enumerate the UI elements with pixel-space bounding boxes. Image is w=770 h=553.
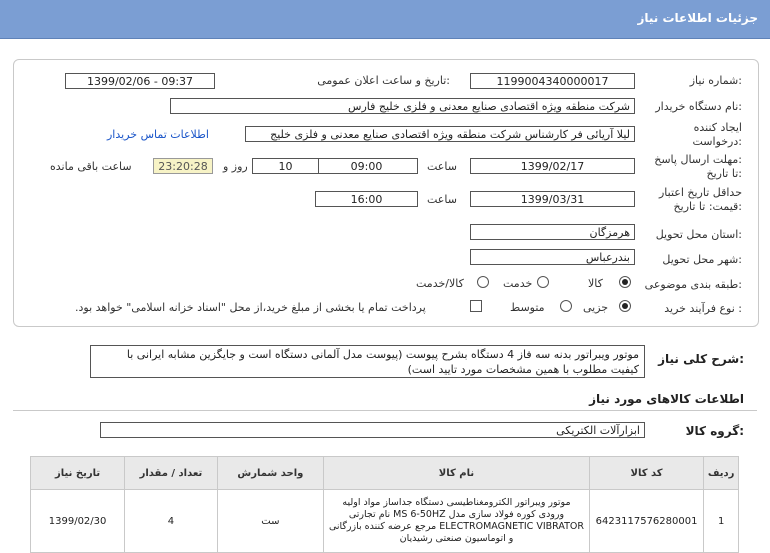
goods-section-title: اطلاعات کالاهای مورد نیاز (589, 392, 744, 406)
reply-date-field: 1399/02/17 (470, 158, 635, 174)
table-row (31, 490, 739, 553)
cell-code: 6423117576280001 (589, 490, 703, 553)
announce-field: 1399/02/06 - 09:37 (65, 73, 215, 89)
days-field: 10 (252, 158, 319, 174)
creator-field: لیلا آریائی فر کارشناس شرکت منطقه ویژه اقتصادی صنایع معدنی و فلزی خلیج (245, 126, 635, 142)
page-header (0, 0, 770, 39)
reply-time-label: ساعت (427, 160, 457, 173)
cell-unit: ست (217, 490, 323, 553)
creator-label: ایجاد کننده (693, 121, 742, 134)
col-name: نام کالا (324, 457, 590, 490)
cell-name-line: موتور ویبراتور الکترومغناطیسی دستگاه جداساز مواد اولیه (342, 497, 571, 508)
validity-time-field: 16:00 (315, 191, 418, 207)
cell-name (324, 490, 590, 553)
cell-name-line: و اتوماسیون صنعتی رشیدیان (399, 533, 514, 544)
category-goods-label: کالا (588, 277, 603, 290)
remaining-time-field: 23:20:28 (153, 158, 213, 174)
buyer-contact-link[interactable]: اطلاعات تماس خریدار (107, 128, 209, 141)
description-box: موتور ویبراتور بدنه سه فاز 4 دستگاه بشرح پیوست (پیوست مدل آلمانی دستگاه است و جایگزین مشابه ایرانی با کیفیت مطلوب با همین مشخصات مورد تایید است) (90, 345, 645, 378)
goods-group-field: ابزارآلات الکتریکی (100, 422, 645, 438)
table-header-row (31, 457, 739, 490)
category-goods-radio[interactable] (619, 276, 631, 288)
col-row: ردیف (704, 457, 739, 490)
col-unit: واحد شمارش (217, 457, 323, 490)
need-number-label: شماره نیاز: (689, 74, 742, 87)
province-field: هرمزگان (470, 224, 635, 240)
category-label: طبقه بندی موضوعی: (644, 278, 742, 291)
cell-row: 1 (704, 490, 739, 553)
treasury-payment-checkbox[interactable] (470, 300, 482, 312)
category-service-radio[interactable] (537, 276, 549, 288)
description-label: شرح کلی نیاز: (658, 352, 744, 366)
cell-name-line: ورودی کوره فولاد سازی مدل MS 6-50HZ نام تجارتی (348, 509, 565, 520)
validity-time-label: ساعت (427, 193, 457, 206)
cell-qty: 4 (125, 490, 218, 553)
category-goods-service-radio[interactable] (477, 276, 489, 288)
purchase-minor-radio[interactable] (619, 300, 631, 312)
section-divider (13, 410, 757, 411)
creator-label-2: درخواست: (692, 135, 742, 148)
purchase-minor-label: جزیی (583, 301, 609, 314)
goods-table (30, 456, 739, 553)
goods-group-label: گروه کالا: (685, 424, 744, 438)
purchase-medium-label: متوسط (510, 301, 545, 314)
col-qty: تعداد / مقدار (125, 457, 218, 490)
reply-deadline-label-2: تا تاریخ: (706, 167, 742, 180)
purchase-medium-radio[interactable] (560, 300, 572, 312)
validity-date-field: 1399/03/31 (470, 191, 635, 207)
city-field: بندرعباس (470, 249, 635, 265)
announce-label: تاریخ و ساعت اعلان عمومی: (317, 74, 450, 87)
validity-label: حداقل تاریخ اعتبار (658, 186, 742, 199)
page-title: جزئیات اطلاعات نیاز (637, 11, 758, 25)
buyer-label: نام دستگاه خریدار: (655, 100, 742, 113)
col-code: کد کالا (589, 457, 703, 490)
buyer-field: شرکت منطقه ویژه اقتصادی صنایع معدنی و فلزی خلیج فارس (170, 98, 635, 114)
category-goods-service-label: کالا/خدمت (416, 277, 464, 290)
category-service-label: خدمت (503, 277, 533, 290)
remaining-label: ساعت باقی مانده (50, 160, 132, 173)
cell-name-line: ELECTROMAGNETIC VIBRATOR مرجع عرضه کننده بازرگانی (328, 521, 585, 532)
treasury-payment-note: پرداخت تمام یا بخشی از مبلغ خرید،از محل "اسناد خزانه اسلامی" خواهد بود. (75, 301, 426, 314)
cell-date: 1399/02/30 (31, 490, 125, 553)
reply-deadline-label: مهلت ارسال پاسخ: (654, 153, 742, 166)
city-label: شهر محل تحویل: (662, 253, 742, 266)
col-date: تاریخ نیاز (31, 457, 125, 490)
need-number-field: 1199004340000017 (470, 73, 635, 89)
province-label: استان محل تحویل: (655, 228, 742, 241)
day-and-label: روز و (223, 160, 248, 173)
reply-time-field: 09:00 (315, 158, 418, 174)
purchase-type-label: نوع فرآیند خرید : (664, 302, 742, 315)
validity-label-2: قیمت: تا تاریخ: (673, 200, 742, 213)
